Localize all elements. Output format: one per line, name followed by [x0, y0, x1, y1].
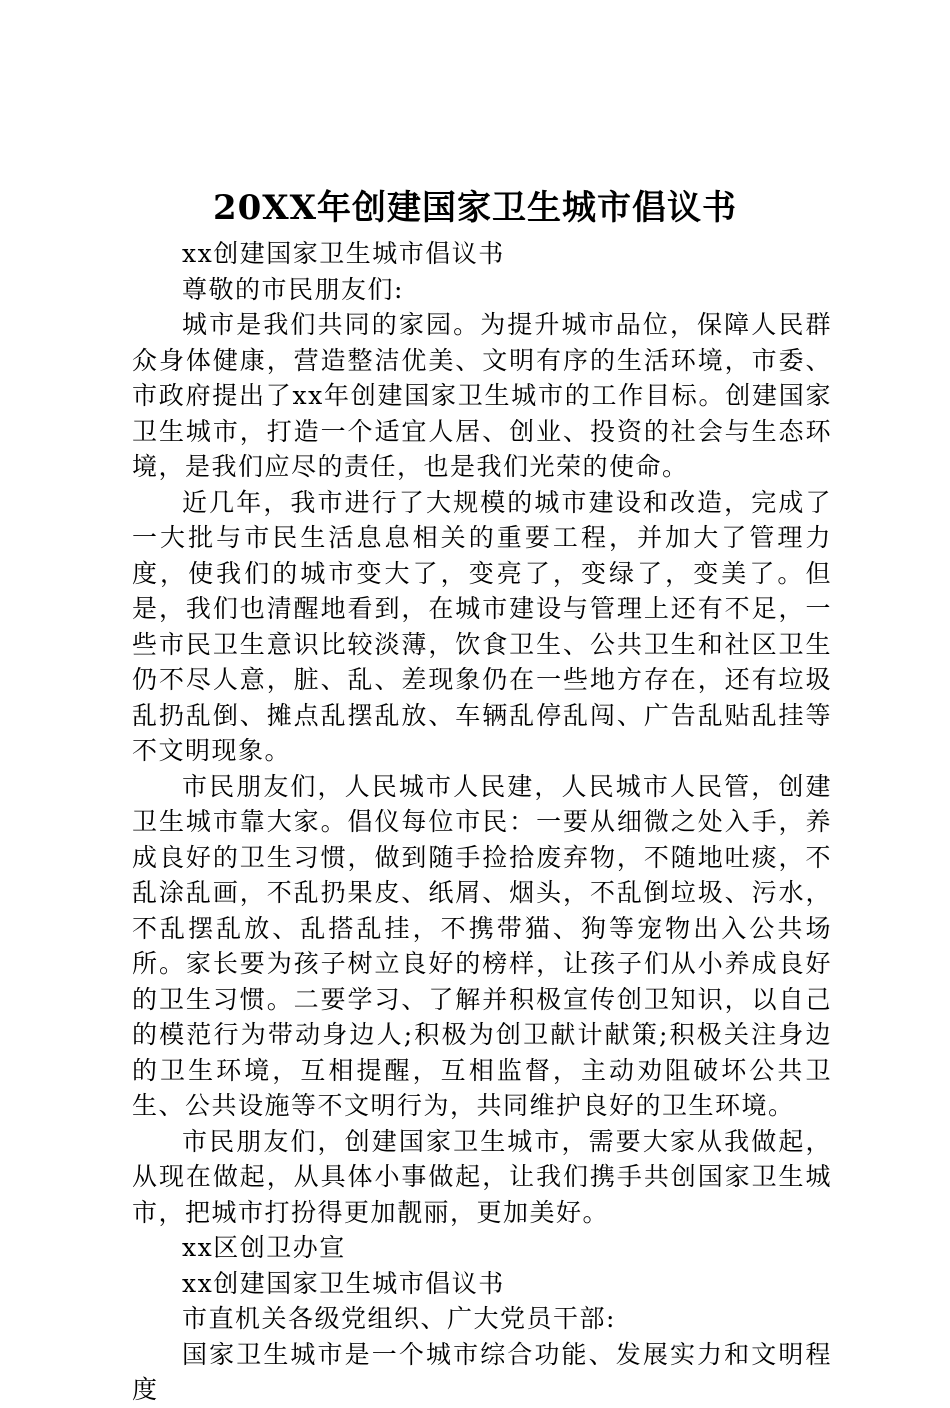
paragraph: 市民朋友们，创建国家卫生城市，需要大家从我做起，从现在做起，从具体小事做起，让我们携手共创国家卫生城市，把城市打扮得更加靓丽，更加美好。	[132, 1126, 832, 1227]
second-salutation: 市直机关各级党组织、广大党员干部:	[182, 1304, 616, 1333]
subtitle-line: xx创建国家卫生城市倡议书	[182, 239, 505, 268]
paragraph: 城市是我们共同的家园。为提升城市品位，保障人民群众身体健康，营造整洁优美、文明有序的生活环境，市委、市政府提出了xx年创建国家卫生城市的工作目标。创建国家卫生城市，打造一个适宜人居、创业、投资的社会与生态环境，是我们应尽的责任，也是我们光荣的使命。	[132, 310, 832, 481]
document-title: 20XX年创建国家卫生城市倡议书	[212, 188, 738, 228]
paragraph: 国家卫生城市是一个城市综合功能、发展实力和文明程度	[132, 1339, 832, 1404]
paragraph: 市民朋友们，人民城市人民建，人民城市人民管，创建卫生城市靠大家。倡仪每位市民：一要从细微之处入手，养成良好的卫生习惯，做到随手捡拾废弃物，不随地吐痰，不乱涂乱画，不乱扔果皮、纸屑、烟头，不乱倒垃圾、污水，不乱摆乱放、乱搭乱挂，不携带猫、狗等宠物出入公共场所。家长要为孩子树立良好的榜样，让孩子们从小养成良好的卫生习惯。二要学习、了解并积极宣传创卫知识，以自己的模范行为带动身边人;积极为创卫献计献策;积极关注身边的卫生环境，互相提醒，互相监督，主动劝阻破坏公共卫生、公共设施等不文明行为，共同维护良好的卫生环境。	[132, 771, 832, 1120]
second-subtitle-line: xx创建国家卫生城市倡议书	[182, 1268, 505, 1298]
paragraph: 近几年，我市进行了大规模的城市建设和改造，完成了一大批与市民生活息息相关的重要工程，并加大了管理力度，使我们的城市变大了，变亮了，变绿了，变美了。但是，我们也清醒地看到，在城市建设与管理上还有不足，一些市民卫生意识比较淡薄，饮食卫生、公共卫生和社区卫生仍不尽人意，脏、乱、差现象仍在一些地方存在，还有垃圾乱扔乱倒、摊点乱摆乱放、车辆乱停乱闯、广告乱贴乱挂等不文明现象。	[132, 487, 832, 765]
document-body	[132, 236, 832, 1408]
salutation: 尊敬的市民朋友们:	[182, 274, 404, 304]
signature-line: xx区创卫办宣	[182, 1233, 346, 1262]
